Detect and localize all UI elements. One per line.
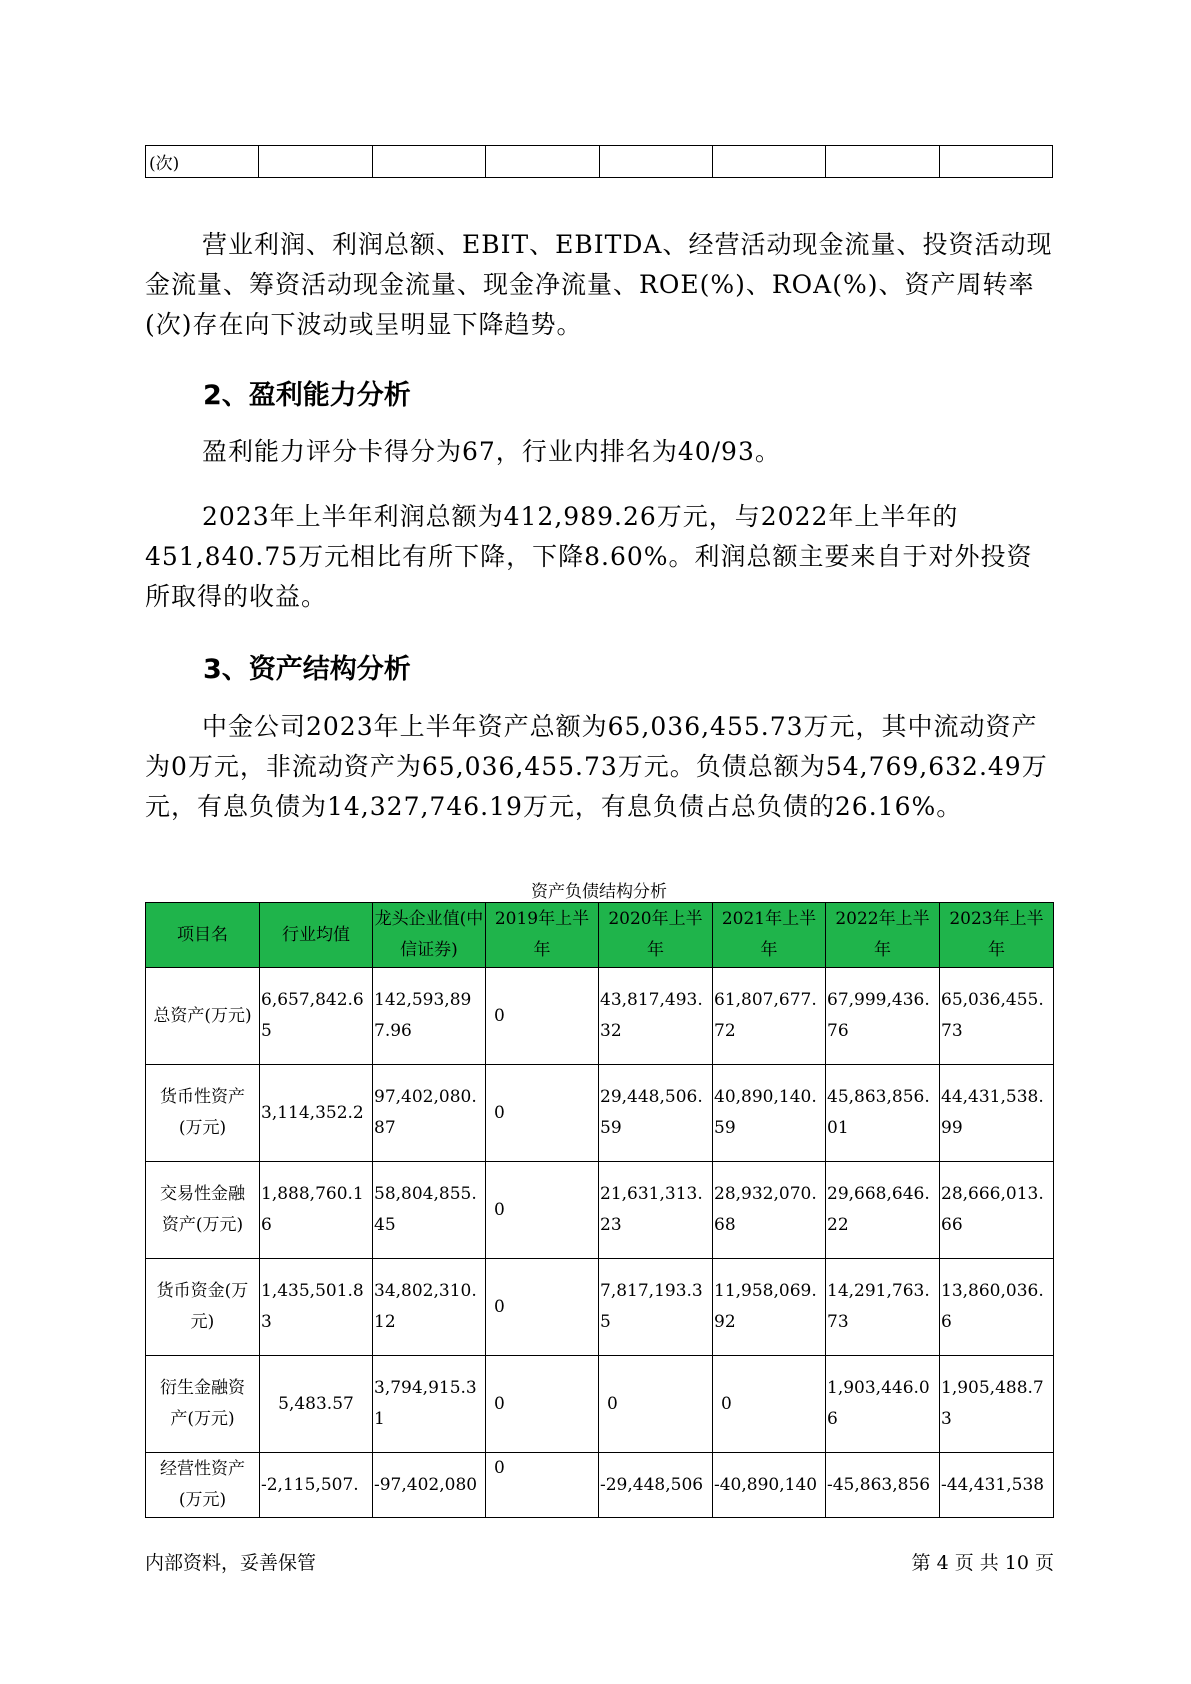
table-cell: 1,905,488.73: [940, 1356, 1054, 1453]
table-cell: 44,431,538.99: [940, 1065, 1054, 1162]
table-cell: [599, 146, 712, 178]
table-cell: 14,291,763.73: [826, 1259, 940, 1356]
table-row: [146, 968, 1054, 1065]
table-cell: 0: [486, 968, 599, 1065]
table-cell: (次): [146, 146, 259, 178]
table-cell: -2,115,507.: [260, 1453, 373, 1518]
table-cell: -97,402,080: [373, 1453, 486, 1518]
table-cell: 43,817,493.32: [599, 968, 713, 1065]
table-row: [146, 1259, 1054, 1356]
row-label: 总资产(万元): [146, 968, 260, 1065]
table-cell: 11,958,069.92: [713, 1259, 826, 1356]
table-cell: 13,860,036.6: [940, 1259, 1054, 1356]
table-cell: 0: [486, 1453, 599, 1518]
table-cell: 21,631,313.23: [599, 1162, 713, 1259]
table-cell: [259, 146, 372, 178]
footer-page-number: 第 4 页 共 10 页: [911, 1552, 1054, 1574]
paragraph-assets: 中金公司2023年上半年资产总额为65,036,455.73万元，其中流动资产为0万元，非流动资产为65,036,455.73万元。负债总额为54,769,632.49万元，有息负债为14,327,746.19万元，有息负债占总负债的26.16%。: [145, 712, 1048, 821]
table-row: [146, 1356, 1054, 1453]
table-header-row: [146, 903, 1054, 968]
table-cell: 0: [486, 1065, 599, 1162]
header-cell: 2023年上半年: [940, 903, 1054, 968]
table-cell: [826, 146, 939, 178]
table-cell: [486, 146, 599, 178]
table-row: [146, 146, 1053, 178]
header-cell: 2021年上半年: [713, 903, 826, 968]
table-cell: 67,999,436.76: [826, 968, 940, 1065]
row-label: 货币性资产(万元): [146, 1065, 260, 1162]
table-cell: 5,483.57: [260, 1356, 373, 1453]
balance-structure-table: [145, 902, 1054, 1518]
table-cell: [372, 146, 485, 178]
paragraph-scorecard: 盈利能力评分卡得分为67，行业内排名为40/93。: [202, 437, 781, 466]
table-cell: 65,036,455.73: [940, 968, 1054, 1065]
header-cell: 2020年上半年: [599, 903, 713, 968]
table-cell: 45,863,856.01: [826, 1065, 940, 1162]
table-cell: 0: [599, 1356, 713, 1453]
table-cell: -45,863,856: [826, 1453, 940, 1518]
table-cell: 29,668,646.22: [826, 1162, 940, 1259]
table-row: [146, 1162, 1054, 1259]
table-cell: [712, 146, 825, 178]
table-caption: 资产负债结构分析: [531, 882, 667, 902]
table-cell: 3,114,352.2: [260, 1065, 373, 1162]
table-cell: 3,794,915.31: [373, 1356, 486, 1453]
footer-confidential-note: 内部资料，妥善保管: [145, 1552, 317, 1574]
table-row: [146, 1453, 1054, 1518]
row-label: 货币资金(万元): [146, 1259, 260, 1356]
table-cell: 29,448,506.59: [599, 1065, 713, 1162]
table-cell: 7,817,193.35: [599, 1259, 713, 1356]
header-cell: 龙头企业值(中信证券): [373, 903, 486, 968]
row-label: 交易性金融资产(万元): [146, 1162, 260, 1259]
table-cell: 28,932,070.68: [713, 1162, 826, 1259]
table-cell: 40,890,140.59: [713, 1065, 826, 1162]
table-cell: 28,666,013.66: [940, 1162, 1054, 1259]
table-cell: -44,431,538: [940, 1453, 1054, 1518]
table-cell: 1,903,446.06: [826, 1356, 940, 1453]
table-cell: 142,593,897.96: [373, 968, 486, 1065]
section-heading-profitability: 2、盈利能力分析: [203, 380, 411, 411]
table-row: [146, 1065, 1054, 1162]
table-cell: 58,804,855.45: [373, 1162, 486, 1259]
table-cell: 6,657,842.65: [260, 968, 373, 1065]
table-cell: 1,888,760.16: [260, 1162, 373, 1259]
section-heading-asset-structure: 3、资产结构分析: [203, 654, 411, 685]
table-cell: 0: [486, 1259, 599, 1356]
table-cell: 0: [486, 1162, 599, 1259]
table-cell: -29,448,506: [599, 1453, 713, 1518]
table-cell: -40,890,140: [713, 1453, 826, 1518]
row-label: 衍生金融资产(万元): [146, 1356, 260, 1453]
paragraph-profit: 2023年上半年利润总额为412,989.26万元，与2022年上半年的451,840.75万元相比有所下降，下降8.60%。利润总额主要来自于对外投资所取得的收益。: [145, 502, 1033, 611]
table-cell: 0: [486, 1356, 599, 1453]
table-cell: 61,807,677.72: [713, 968, 826, 1065]
top-table-fragment: [145, 145, 1053, 178]
table-cell: 34,802,310.12: [373, 1259, 486, 1356]
table-cell: 0: [713, 1356, 826, 1453]
header-cell: 行业均值: [260, 903, 373, 968]
header-cell: 项目名: [146, 903, 260, 968]
paragraph-trend: 营业利润、利润总额、EBIT、EBITDA、经营活动现金流量、投资活动现金流量、筹资活动现金流量、现金净流量、ROE(%)、ROA(%)、资产周转率(次)存在向下波动或呈明显下降趋势。: [145, 230, 1053, 339]
table-cell: 1,435,501.83: [260, 1259, 373, 1356]
table-cell: [939, 146, 1052, 178]
header-cell: 2019年上半年: [486, 903, 599, 968]
header-cell: 2022年上半年: [826, 903, 940, 968]
table-cell: 97,402,080.87: [373, 1065, 486, 1162]
row-label: 经营性资产(万元): [146, 1453, 260, 1518]
